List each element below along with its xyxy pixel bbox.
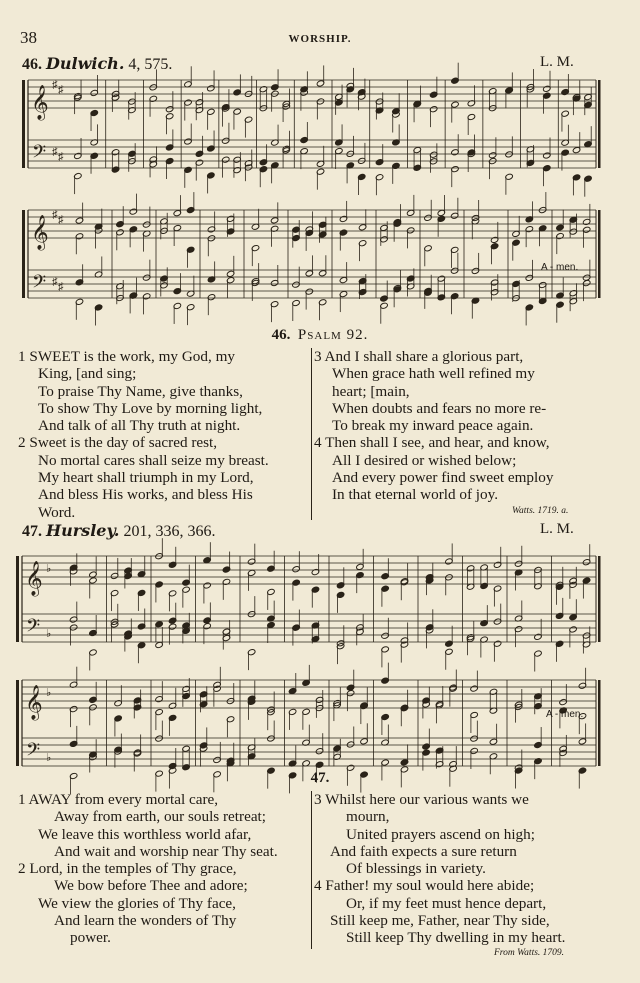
tune-number: 46. <box>22 56 42 73</box>
verse-line: Away from earth, our souls retreat; <box>54 808 267 826</box>
treble-clef-icon: 𝄞 <box>31 215 49 250</box>
verse-line: To break my inward peace again. <box>332 417 534 435</box>
hymn-credit: From Watts. 1709. <box>494 948 565 958</box>
final-barline <box>598 80 601 168</box>
verse-line: 1 AWAY from every mortal care, <box>18 791 219 808</box>
verse-line: And learn the wonders of Thy <box>54 912 237 930</box>
key-signature-icon: ♭ <box>46 628 52 640</box>
verse-line: In that eternal world of joy. <box>332 486 499 504</box>
system-bracket <box>22 80 25 168</box>
verse-line: We view the glories of Thy face, <box>38 894 236 912</box>
verse-line: United prayers ascend on high; <box>346 825 535 843</box>
verse-line: My heart shall triumph in my Lord, <box>38 469 254 487</box>
tune-name: Dulwich. <box>46 54 125 73</box>
verse-line: 3 Whilst here our various wants we <box>314 791 529 808</box>
key-signature-icon: ♯ <box>58 151 64 163</box>
verse-line: 4 Father! my soul would here abide; <box>314 877 535 895</box>
verse-line: mourn, <box>346 808 390 826</box>
key-signature-icon: ♯ <box>52 276 58 288</box>
hymn-46-left-column <box>18 348 269 521</box>
key-signature-icon: ♯ <box>52 79 58 91</box>
hymn-46-right-column <box>314 348 553 504</box>
verse-line: King, [and sing; <box>38 365 137 383</box>
verse-line: We leave this worthless world afar, <box>38 825 252 843</box>
system-bracket <box>22 210 25 298</box>
amen-label: A - men. <box>541 262 579 273</box>
column-divider <box>311 791 312 949</box>
tune-header-47 <box>22 521 215 541</box>
hymn-credit: Watts. 1719. a. <box>512 506 569 516</box>
verse-line: We bow before Thee and adore; <box>54 877 248 895</box>
bass-clef-icon: 𝄢 <box>26 616 41 641</box>
key-signature-icon: ♯ <box>58 214 64 226</box>
key-signature-icon: ♭ <box>46 687 52 699</box>
final-barline <box>598 680 601 766</box>
bass-clef-icon: 𝄢 <box>32 142 47 167</box>
bass-clef-icon: 𝄢 <box>26 740 41 765</box>
verse-line: And bless His works, and bless His <box>38 486 253 504</box>
verse-line: Of blessings in variety. <box>346 860 486 878</box>
system-bracket <box>16 556 19 642</box>
verse-line: And faith expects a sure return <box>330 842 517 860</box>
verse-line: When doubts and fears no more re- <box>332 399 547 417</box>
verse-line: No mortal cares shall seize my breast. <box>38 451 269 469</box>
page-number: 38 <box>20 28 37 47</box>
verse-line: power. <box>70 929 111 947</box>
treble-clef-icon: 𝄞 <box>31 85 49 120</box>
verse-line: heart; [main, <box>332 382 410 400</box>
tune-refs: 201, 336, 366. <box>123 523 216 540</box>
treble-clef-icon: 𝄞 <box>25 561 43 596</box>
hymn-47-left-column <box>18 791 278 947</box>
hymn-source: Psalm 92. <box>297 327 369 343</box>
verse-line: To show Thy Love by morning light, <box>38 399 263 417</box>
verse-line: And talk of all Thy truth at night. <box>38 417 241 435</box>
verse-line: 1 SWEET is the work, my God, my <box>18 348 235 365</box>
tune-meter: L. M. <box>540 521 574 537</box>
treble-clef-icon: 𝄞 <box>25 685 43 720</box>
verse-line: Or, if my feet must hence depart, <box>346 894 547 912</box>
running-head: WORSHIP. <box>288 33 352 45</box>
bass-clef-icon: 𝄢 <box>32 272 47 297</box>
verse-line: When grace hath well refined my <box>332 365 535 383</box>
key-signature-icon: ♭ <box>46 563 52 575</box>
key-signature-icon: ♭ <box>46 752 52 764</box>
column-divider <box>311 348 312 520</box>
verse-line: Word. <box>38 503 76 521</box>
key-signature-icon: ♯ <box>52 209 58 221</box>
hymn-47-right-column <box>314 791 565 947</box>
final-barline <box>598 556 601 642</box>
tune-name: Hursley. <box>46 521 120 540</box>
system-bracket <box>16 680 19 766</box>
verse-line: 2 Lord, in the temples of Thy grace, <box>18 860 237 878</box>
verse-line: All I desired or wished below; <box>332 451 517 469</box>
tune-number: 47. <box>22 523 42 540</box>
tune-refs: 4, 575. <box>128 56 173 73</box>
verse-line: 4 Then shall I see, and hear, and know, <box>314 434 550 452</box>
verse-line: To praise Thy Name, give thanks, <box>38 382 243 400</box>
verse-line: 3 And I shall share a glorious part, <box>314 348 524 365</box>
verse-line: And every power find sweet employ <box>332 469 554 487</box>
hymn-heading-47: 47. <box>310 770 330 786</box>
amen-label: A - men. <box>546 709 584 720</box>
verse-line: Still keep me, Father, near Thy side, <box>330 912 550 930</box>
tune-meter: L. M. <box>540 54 574 70</box>
final-barline <box>598 210 601 298</box>
verse-line: And wait and worship near Thy seat. <box>54 842 278 860</box>
key-signature-icon: ♯ <box>58 84 64 96</box>
key-signature-icon: ♯ <box>52 146 58 158</box>
hymn-heading-46 <box>0 327 640 344</box>
verse-line: 2 Sweet is the day of sacred rest, <box>18 434 218 452</box>
hymn-number: 46. <box>271 327 291 343</box>
verse-line: Still keep Thy dwelling in my heart. <box>346 929 566 947</box>
key-signature-icon: ♯ <box>58 281 64 293</box>
